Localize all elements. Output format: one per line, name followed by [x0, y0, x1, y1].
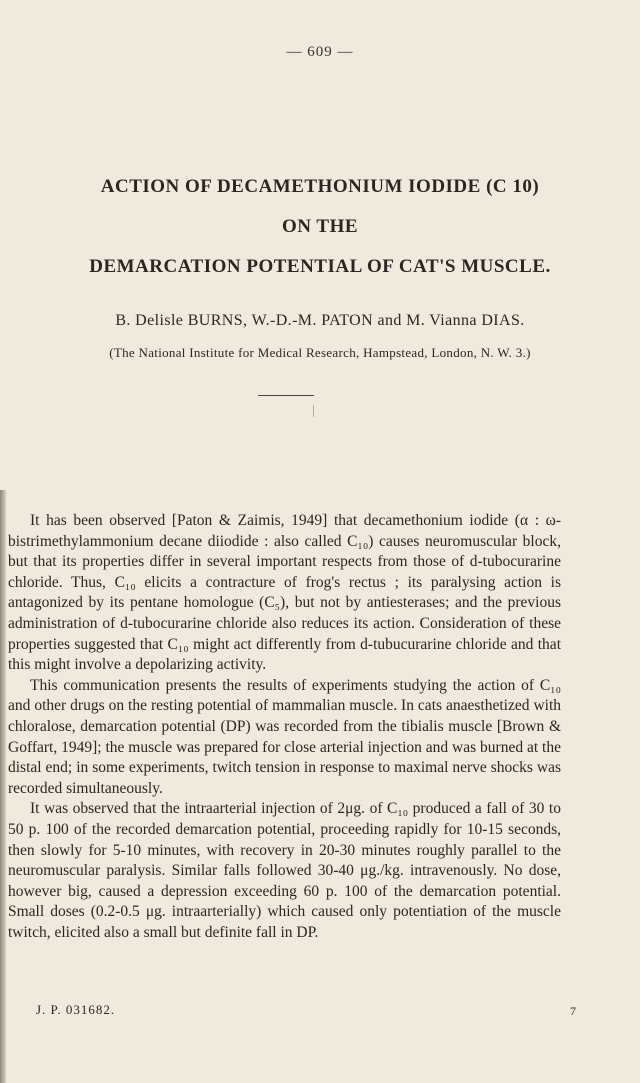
title-line-2: ON THE [281, 216, 359, 237]
paragraph-1: It has been observed [Paton & Zaimis, 1949] that decamethonium iodide (α : ω-bistrimethylammonium decane diiodide : also called C₁₀) causes neuromuscular block, but that its properties differ in several important respects from those of d-tubocurarine chloride. Thus, C₁₀ elicits a contracture of frog's rectus ; its paralysing action is antagonized by its pentane homologue (C₅), but not by antiesterases; and the previous administration of d-tubocurarine chloride also reduces its action. Consideration of these properties suggested that C₁₀ might act differently from d-tubucurarine chloride and that this might involve a depolarizing activity. [8, 512, 561, 674]
author-list: B. Delisle BURNS, W.-D.-M. PATON and M. Vianna DIAS. [115, 312, 525, 329]
journal-reference: J. P. 031682. [36, 1002, 116, 1017]
binding-edge [0, 490, 6, 1083]
page-number: — 609 — [286, 44, 354, 60]
divider-rule [258, 395, 314, 396]
pencil-mark [313, 405, 318, 417]
paragraph-3: It was observed that the intraarterial injection of 2μg. of C₁₀ produced a fall of 30 to 50 p. 100 of the recorded demarcation potential, proceeding rapidly for 10-15 seconds, then slowly for 5-10 minutes, with recovery in 20-30 minutes roughly parallel to the neuromuscular paralysis. Similar falls followed 30-40 μg./kg. intravenously. No dose, however big, caused a depression exceeding 60 p. 100 of the demarcation potential. Small doses (0.2-0.5 μg. intraarterially) which caused only potentiation of the muscle twitch, elicited also a small but definite fall in DP. [8, 800, 561, 941]
affiliation: (The National Institute for Medical Research, Hampstead, London, N. W. 3.) [109, 345, 531, 360]
signature-number: 7 [570, 1004, 576, 1018]
title-line-1: ACTION OF DECAMETHONIUM IODIDE (C 10) [100, 176, 540, 197]
page-footer [36, 1002, 576, 1018]
paragraph-2: This communication presents the results of experiments studying the action of C₁₀ and other drugs on the resting potential of mammalian muscle. In cats anaesthetized with chloralose, demarcation potential (DP) was recorded from the tibialis muscle [Brown & Goffart, 1949]; the muscle was prepared for close arterial injection and was burned at the distal end; in some experiments, twitch tension in response to maximal nerve shocks was recorded simultaneously. [8, 676, 561, 797]
article-body [8, 511, 561, 943]
title-line-3: DEMARCATION POTENTIAL OF CAT'S MUSCLE. [89, 256, 551, 277]
